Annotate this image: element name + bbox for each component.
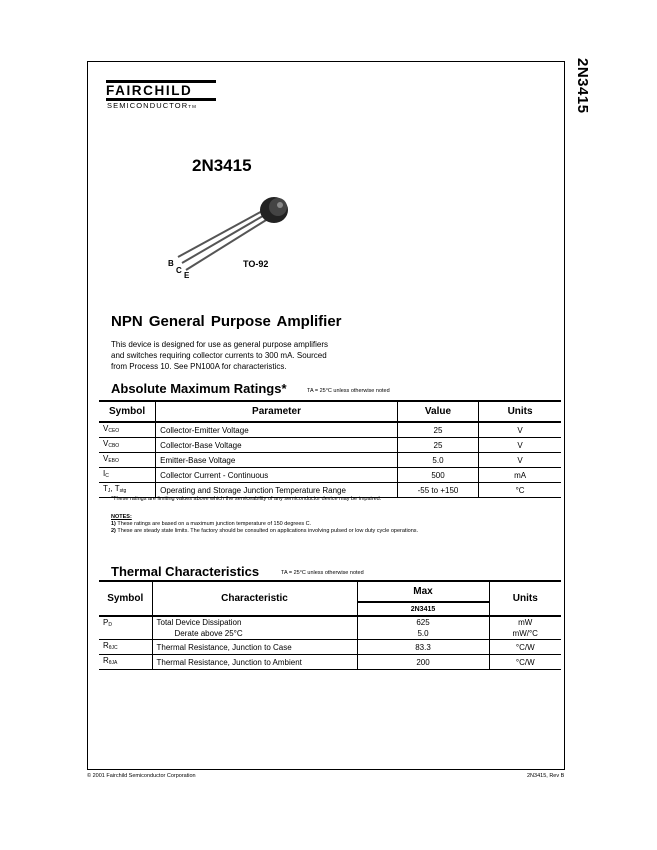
value-cell: 5.0 <box>397 453 478 468</box>
abs-max-note: TA = 25°C unless otherwise noted <box>307 388 390 394</box>
col-header: Parameter <box>156 401 398 422</box>
footer-copyright: © 2001 Fairchild Semiconductor Corporation <box>87 773 196 779</box>
parameter-cell: Collector-Base Voltage <box>156 438 398 453</box>
description <box>111 339 361 372</box>
symbol-cell: $V_{EBO}$ <box>99 453 156 468</box>
unit-cell: V <box>479 453 561 468</box>
description-line: and switches requiring collector currents to 300 mA. Sourced <box>111 351 327 360</box>
device-title: NPN General Purpose Amplifier <box>111 313 342 330</box>
table-row <box>99 655 561 670</box>
value-cell: 500 <box>397 468 478 483</box>
fairchild-logo <box>104 80 224 118</box>
characteristic-cell: Thermal Resistance, Junction to Ambient <box>152 655 357 670</box>
unit-cell: °C/W <box>489 640 561 655</box>
symbol-cell: $R_{\theta JC}$ <box>99 640 152 655</box>
logo-brand: FAIRCHILD <box>106 83 193 98</box>
package-label: TO-92 <box>243 259 269 269</box>
table-row <box>99 640 561 655</box>
pin-label-e: E <box>184 271 190 280</box>
logo-tm: TM <box>188 104 197 109</box>
subheader-cell: 2N3415 <box>357 602 489 616</box>
col-header: Symbol <box>99 401 156 422</box>
symbol-cell: $I_C$ <box>99 468 156 483</box>
unit-cell: °C/W <box>489 655 561 670</box>
unit-cell: V <box>479 422 561 438</box>
symbol-cell: $V_{CEO}$ <box>99 422 156 438</box>
pin-label-b: B <box>168 259 174 268</box>
characteristic-cell: Thermal Resistance, Junction to Case <box>152 640 357 655</box>
col-header: Units <box>479 401 561 422</box>
unit-cell: °C <box>479 483 561 498</box>
notes-label: NOTES: <box>111 514 132 520</box>
col-header: Max <box>357 581 489 602</box>
pin-label-c: C <box>176 266 182 275</box>
symbol-cell: $T_J$, $T_{stg}$ <box>99 483 156 498</box>
thermal-table <box>99 580 561 670</box>
parameter-cell: Collector-Emitter Voltage <box>156 422 398 438</box>
unit-cell: V <box>479 438 561 453</box>
parameter-cell: Collector Current - Continuous <box>156 468 398 483</box>
table-row <box>99 438 561 453</box>
abs-max-footnote: *These ratings are limiting values above which the serviceability of any semiconductor device may be impaired. <box>111 496 382 502</box>
col-header: Units <box>489 581 561 616</box>
note-1: 1) These ratings are based on a maximum junction temperature of 150 degrees C. <box>111 521 312 527</box>
table-row <box>99 453 561 468</box>
thermal-title: Thermal Characteristics <box>111 564 260 579</box>
symbol-cell: $P_D$ <box>99 616 152 640</box>
part-number: 2N3415 <box>192 156 252 175</box>
description-line: from Process 10. See PN100A for characteristics. <box>111 362 287 371</box>
table-row <box>99 422 561 438</box>
parameter-cell: Emitter-Base Voltage <box>156 453 398 468</box>
table-row <box>99 616 561 640</box>
col-header: Symbol <box>99 581 152 616</box>
abs-max-title: Absolute Maximum Ratings* <box>111 381 287 396</box>
thermal-note: TA = 25°C unless otherwise noted <box>281 570 364 576</box>
footer-revision: 2N3415, Rev B <box>527 773 565 779</box>
value-cell: -55 to +150 <box>397 483 478 498</box>
abs-max-table <box>99 400 561 498</box>
value-cell: 25 <box>397 422 478 438</box>
table-row <box>99 468 561 483</box>
symbol-cell: $R_{\theta JA}$ <box>99 655 152 670</box>
max-cell: 625 5.0 <box>357 616 489 640</box>
side-part-number: 2N3415 <box>574 58 591 114</box>
description-line: This device is designed for use as general purpose amplifiers <box>111 340 329 349</box>
unit-cell: mW mW/°C <box>489 616 561 640</box>
parameter-cell: Operating and Storage Junction Temperature Range <box>156 483 398 498</box>
max-cell: 200 <box>357 655 489 670</box>
unit-cell: mA <box>479 468 561 483</box>
characteristic-cell: Total Device Dissipation Derate above 25°C <box>152 616 357 640</box>
to92-package-icon <box>168 193 298 273</box>
col-header: Value <box>397 401 478 422</box>
logo-subtitle: SEMICONDUCTORTM <box>107 101 197 110</box>
note-2: 2) These are steady state limits. The factory should be consulted on applications involving pulsed or low duty cycle operations. <box>111 528 419 534</box>
col-header: Characteristic <box>152 581 357 616</box>
value-cell: 25 <box>397 438 478 453</box>
max-cell: 83.3 <box>357 640 489 655</box>
symbol-cell: $V_{CBO}$ <box>99 438 156 453</box>
